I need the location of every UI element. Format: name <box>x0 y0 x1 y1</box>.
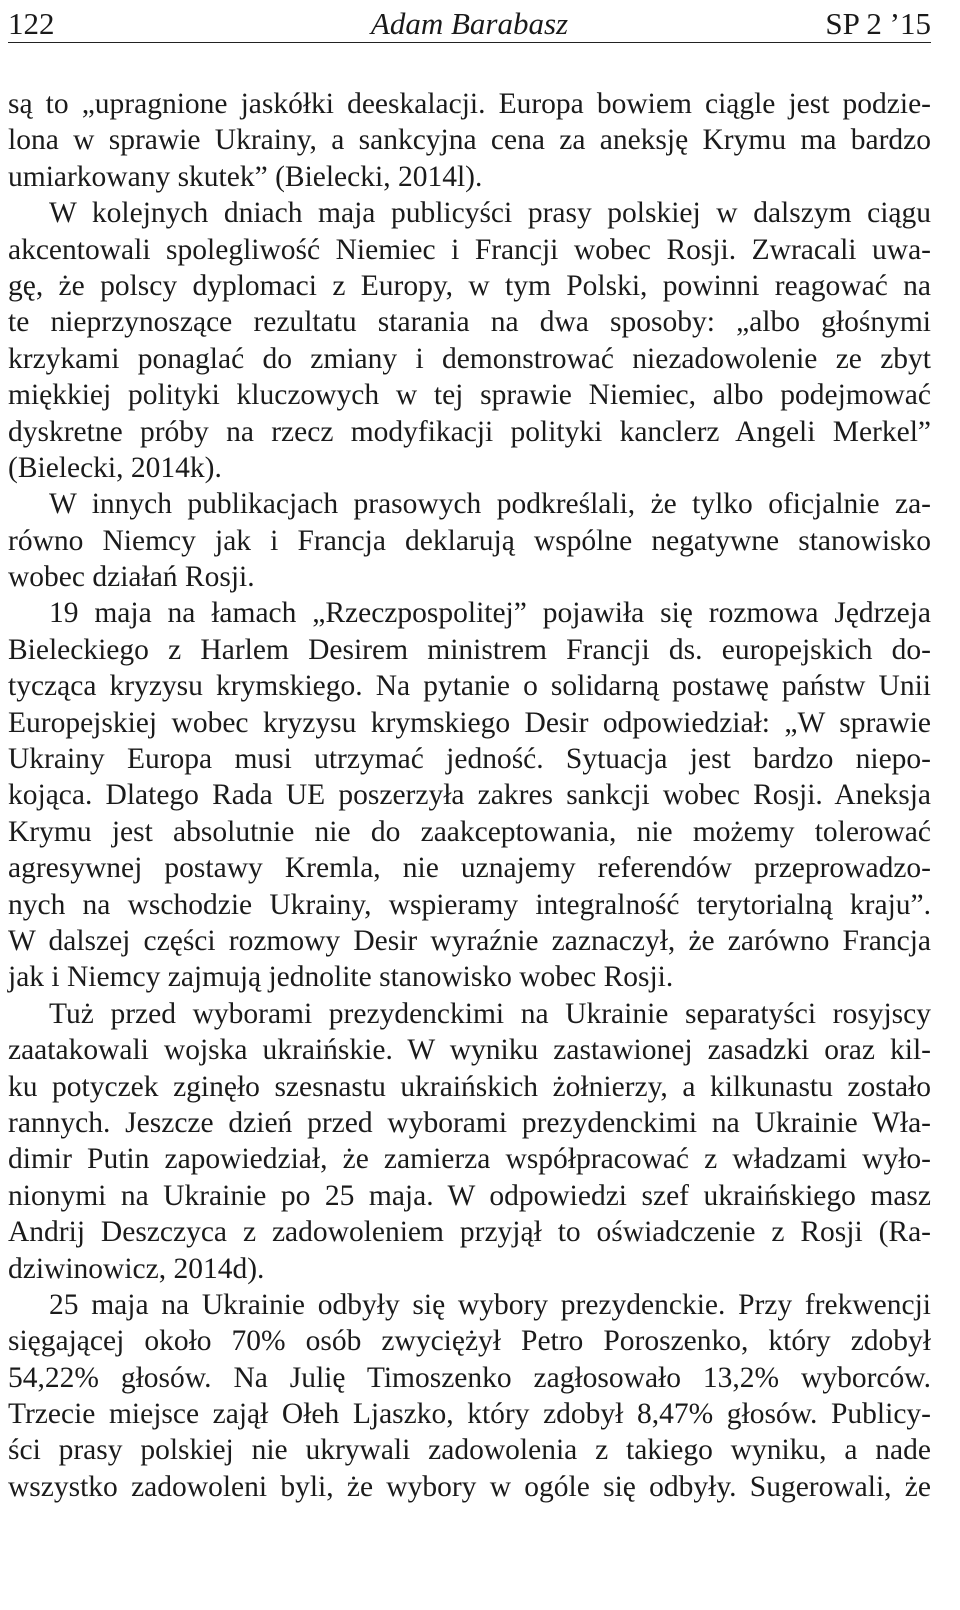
text-line: lona w sprawie Ukrainy, a sankcyjna cena za aneksję Krymu ma bardzo <box>8 124 931 157</box>
text-line: jak i Niemcy zajmują jednolite stanowisko wobec Rosji. <box>8 961 674 994</box>
text-line: zaatakowali wojska ukraińskie. W wyniku zastawionej zasadzki oraz kil- <box>8 1034 931 1067</box>
text-line: równo Niemcy jak i Francja deklarują wspólne negatywne stanowisko <box>8 524 931 557</box>
text-line: ści prasy polskiej nie ukrywali zadowolenia z takiego wyniku, a nade <box>8 1434 931 1467</box>
running-author: Adam Barabasz <box>370 6 569 41</box>
text-line: 19 maja na łamach „Rzeczpospolitej” pojawiła się rozmowa Jędrzeja <box>49 597 931 630</box>
header-rule <box>8 42 931 43</box>
text-line: dziwinowicz, 2014d). <box>8 1252 265 1285</box>
text-line: Europejskiej wobec kryzysu krymskiego Desir odpowiedział: „W sprawie <box>8 706 931 739</box>
text-line: wszystko zadowoleni byli, że wybory w ogóle się odbyły. Sugerowali, że <box>8 1470 931 1503</box>
text-line: Ukrainy Europa musi utrzymać jedność. Sytuacja jest bardzo niepo- <box>8 743 931 776</box>
text-line: umiarkowany skutek” (Bielecki, 2014l). <box>8 160 483 193</box>
text-line: ku potyczek zginęło szesnastu ukraińskich żołnierzy, a kilkunastu zostało <box>8 1070 931 1103</box>
text-line: tycząca kryzysu krymskiego. Na pytanie o solidarną postawę państw Unii <box>8 670 931 703</box>
page-number: 122 <box>8 6 55 41</box>
text-line: nionymi na Ukrainie po 25 maja. W odpowiedzi szef ukraińskiego masz <box>8 1179 931 1212</box>
text-line: sięgającej około 70% osób zwyciężył Petro Poroszenko, który zdobył <box>8 1325 931 1358</box>
text-line: nych na wschodzie Ukrainy, wspieramy integralność terytorialną kraju”. <box>8 888 931 921</box>
journal-issue: SP 2 ’15 <box>825 6 931 41</box>
text-line: 25 maja na Ukrainie odbyły się wybory prezydenckie. Przy frekwencji <box>49 1288 931 1321</box>
text-line: W innych publikacjach prasowych podkreślali, że tylko oficjalnie za- <box>49 488 931 521</box>
body-text <box>8 86 931 1505</box>
text-line: Tuż przed wyborami prezydenckimi na Ukrainie separatyści rosyjscy <box>49 997 931 1030</box>
text-line: są to „upragnione jaskółki deeskalacji. Europa bowiem ciągle jest podzie- <box>8 88 931 120</box>
text-line: kojąca. Dlatego Rada UE poszerzyła zakres sankcji wobec Rosji. Aneksja <box>8 779 931 812</box>
text-line: rannych. Jeszcze dzień przed wyborami prezydenckimi na Ukrainie Wła- <box>8 1106 931 1139</box>
text-line: agresywnej postawy Kremla, nie uznajemy referendów przeprowadzo- <box>8 852 931 885</box>
text-line: W dalszej części rozmowy Desir wyraźnie zaznaczył, że zarówno Francja <box>8 924 931 957</box>
text-line: Andrij Deszczyca z zadowoleniem przyjął to oświadczenie z Rosji (Ra- <box>8 1216 931 1249</box>
text-line: te nieprzynoszące rezultatu starania na dwa sposoby: „albo głośnymi <box>8 306 931 339</box>
text-line: Krymu jest absolutnie nie do zaakceptowania, nie możemy tolerować <box>8 815 931 848</box>
text-line: W kolejnych dniach maja publicyści prasy polskiej w dalszym ciągu <box>49 197 931 230</box>
running-header <box>8 6 931 41</box>
text-line: akcentowali spolegliwość Niemiec i Francji wobec Rosji. Zwracali uwa- <box>8 233 931 266</box>
text-line: 54,22% głosów. Na Julię Timoszenko zagłosowało 13,2% wyborców. <box>8 1361 931 1394</box>
text-line: Trzecie miejsce zajął Ołeh Ljaszko, który zdobył 8,47% głosów. Publicy- <box>8 1398 931 1431</box>
text-line: (Bielecki, 2014k). <box>8 451 222 484</box>
text-line: wobec działań Rosji. <box>8 561 255 594</box>
text-line: dyskretne próby na rzecz modyfikacji polityki kanclerz Angeli Merkel” <box>8 415 931 448</box>
text-line: miękkiej polityki kluczowych w tej sprawie Niemiec, albo podejmować <box>8 379 931 412</box>
text-line: dimir Putin zapowiedział, że zamierza współpracować z władzami wyło- <box>8 1143 931 1176</box>
text-line: krzykami ponaglać do zmiany i demonstrować niezadowolenie ze zbyt <box>8 342 931 375</box>
text-line: Bieleckiego z Harlem Desirem ministrem Francji ds. europejskich do- <box>8 633 931 666</box>
text-line: gę, że polscy dyplomaci z Europy, w tym Polski, powinni reagować na <box>8 269 931 302</box>
